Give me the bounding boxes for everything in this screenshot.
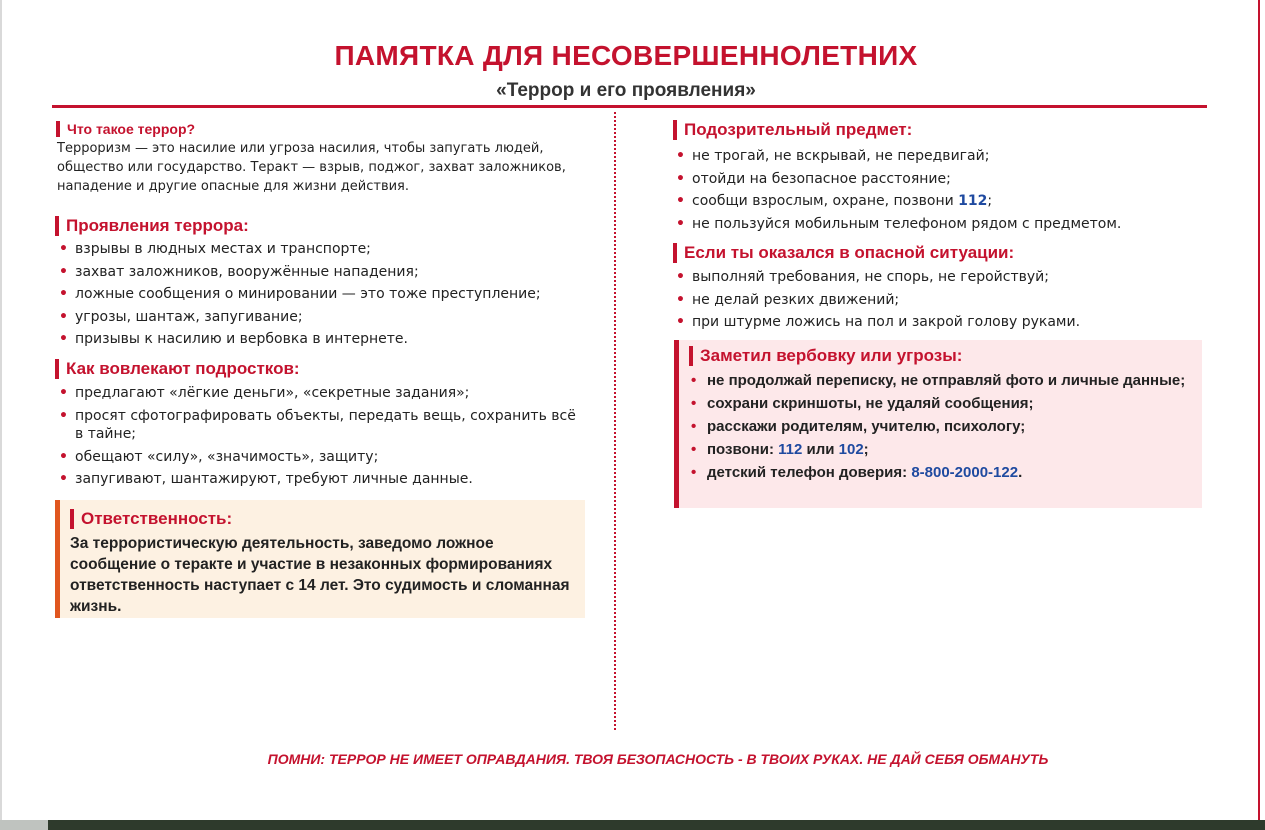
list-item: • захват заложников, вооружённые нападения; — [55, 263, 595, 282]
list-item: • при штурме ложись на пол и закрой голову руками. — [672, 313, 1212, 332]
suspicious-item-heading: Подозрительный предмет: — [673, 120, 912, 140]
list-item: • взрывы в людных местах и транспорте; — [55, 240, 595, 259]
suspicious-item-list — [672, 147, 1212, 237]
list-item — [687, 463, 1197, 483]
recruitment-list — [687, 371, 1197, 486]
danger-list — [672, 268, 1212, 336]
list-item: • выполняй требования, не спорь, не геройствуй; — [672, 268, 1212, 287]
page-title: ПАМЯТКА ДЛЯ НЕСОВЕРШЕННОЛЕТНИХ — [334, 40, 918, 71]
manifestations-heading: Проявления террора: — [55, 216, 249, 236]
what-is-terror-line: нападение и другие опасные для жизни действия. — [57, 179, 410, 194]
list-item — [687, 440, 1197, 460]
list-item: • не делай резких движений; — [672, 291, 1212, 310]
responsibility-box — [55, 500, 585, 618]
page-subtitle: «Террор и его проявления» — [496, 80, 756, 101]
column-divider — [614, 112, 616, 730]
responsibility-text — [70, 533, 580, 617]
recruitment-heading: Заметил вербовку или угрозы: — [689, 346, 962, 366]
police-number-112: 112 — [778, 441, 803, 458]
manifestations-list — [55, 240, 595, 353]
danger-heading: Если ты оказался в опасной ситуации: — [673, 243, 1014, 263]
list-item: • обещают «силу», «значимость», защиту; — [55, 448, 585, 467]
police-number-102: 102 — [838, 441, 864, 458]
involve-heading: Как вовлекают подростков: — [55, 359, 300, 379]
recruitment-box — [674, 340, 1202, 508]
list-item: • просят сфотографировать объекты, передать вещь, сохранить всё в тайне; — [55, 407, 585, 444]
list-item-text: . — [1018, 464, 1023, 481]
list-item-text: сообщи взрослым, охране, позвони — [692, 193, 959, 209]
what-is-terror-text — [57, 139, 602, 196]
what-is-terror-line: общество или государство. Теракт — взрыв, поджог, захват заложников, — [57, 160, 566, 175]
list-item: • запугивают, шантажируют, требуют личные данные. — [55, 470, 585, 489]
emergency-number: 112 — [958, 193, 988, 209]
responsibility-heading: Ответственность: — [70, 509, 232, 529]
list-item-text: позвони: — [707, 441, 779, 458]
list-item: • не пользуйся мобильным телефоном рядом с предметом. — [672, 215, 1212, 234]
responsibility-text-part: За террористическую деятельность, заведомо ложное сообщение о теракте и участие в незаконных формированиях ответственность наступает — [70, 535, 553, 594]
list-item-text: ; — [987, 193, 993, 209]
list-item: • ложные сообщения о минировании — это тоже преступление; — [55, 285, 595, 304]
responsibility-age: с 14 лет — [285, 577, 345, 594]
list-item: • сохрани скриншоты, не удаляй сообщения; — [687, 394, 1197, 414]
list-item: • расскажи родителям, учителю, психологу; — [687, 417, 1197, 437]
list-item: • призывы к насилию и вербовка в интернете. — [55, 330, 595, 349]
bottom-bar — [0, 820, 1265, 830]
involve-list — [55, 384, 585, 493]
helpline-number: 8-800-2000-122 — [911, 464, 1019, 481]
footer-slogan: ПОМНИ: ТЕРРОР НЕ ИМЕЕТ ОПРАВДАНИЯ. ТВОЯ БЕЗОПАСНОСТЬ - В ТВОИХ РУКАХ. НЕ ДАЙ СЕБЯ ОБМАНУТЬ — [267, 751, 1049, 767]
page-left-edge — [0, 0, 2, 830]
what-is-terror-line: Терроризм — это насилие или угроза насилия, чтобы запугать людей, — [57, 141, 544, 156]
what-is-terror-heading: Что такое террор? — [56, 121, 195, 137]
list-item-text: ; — [863, 441, 869, 458]
list-item: • отойди на безопасное расстояние; — [672, 170, 1212, 189]
list-item: • предлагают «лёгкие деньги», «секретные задания»; — [55, 384, 585, 403]
list-item-text: детский телефон доверия: — [707, 464, 912, 481]
responsibility-text-part: . Это судимость и сломанная жизнь. — [70, 577, 570, 615]
bottom-bar-light-segment — [0, 820, 48, 830]
list-item: • угрозы, шантаж, запугивание; — [55, 308, 595, 327]
list-item: • не продолжай переписку, не отправляй фото и личные данные; — [687, 371, 1197, 391]
list-item — [672, 192, 1212, 211]
list-item-text: или — [802, 441, 839, 458]
list-item: • не трогай, не вскрывай, не передвигай; — [672, 147, 1212, 166]
title-rule — [52, 105, 1207, 108]
page-right-edge — [1258, 0, 1260, 830]
